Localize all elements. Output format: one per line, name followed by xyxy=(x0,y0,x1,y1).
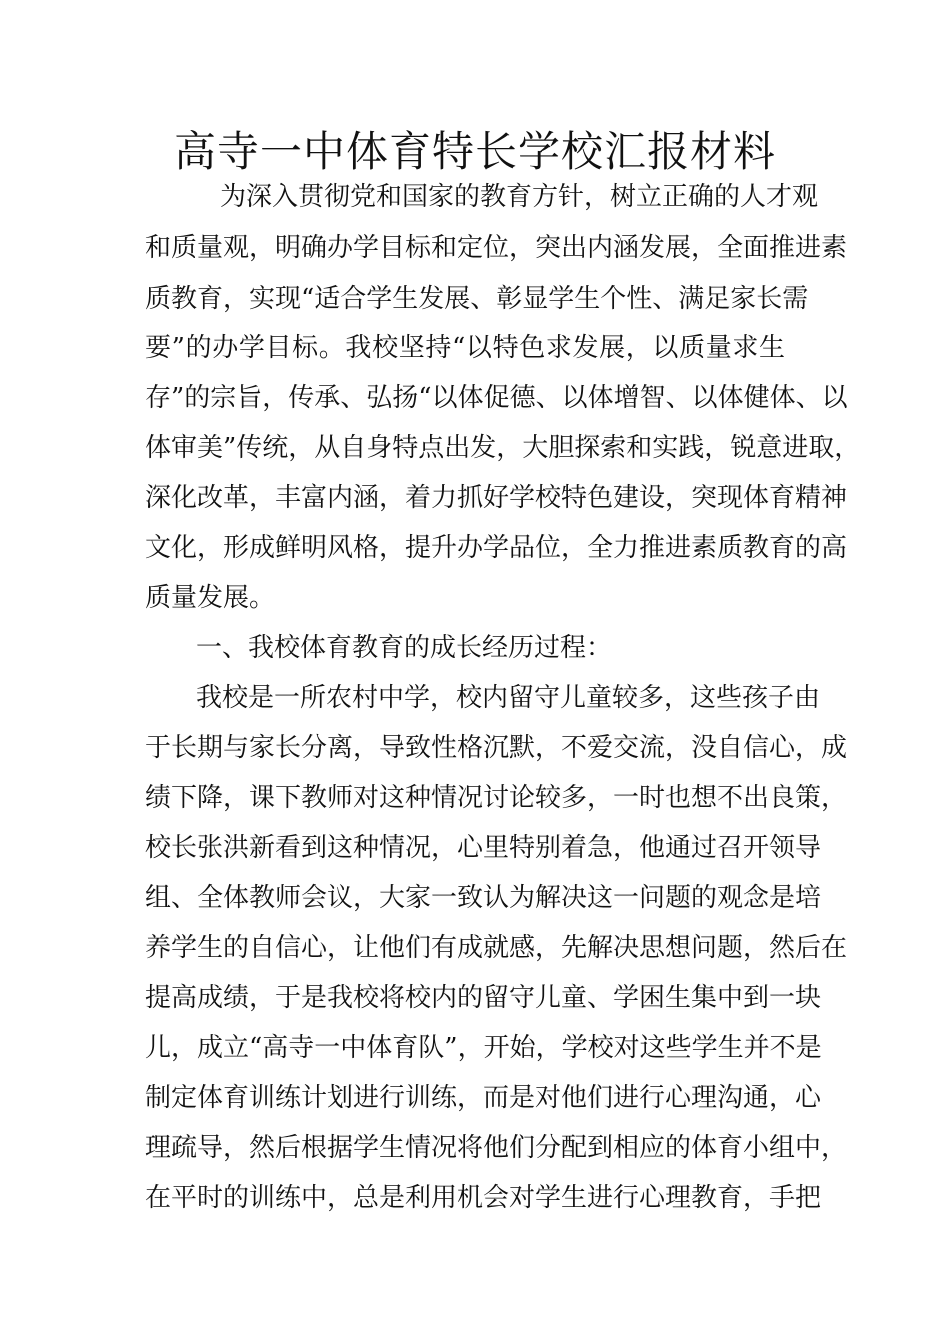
paragraph-line: 存”的宗旨，传承、弘扬“以体促德、以体增智、以体健体、以 xyxy=(145,383,848,413)
paragraph-line: 质量发展。 xyxy=(145,583,276,613)
paragraph-line: 深化改革，丰富内涵，着力抓好学校特色建设，突现体育精神 xyxy=(145,483,848,513)
paragraph-line: 为深入贯彻党和国家的教育方针，树立正确的人才观 xyxy=(220,182,819,212)
paragraph-line: 和质量观，明确办学目标和定位，突出内涵发展，全面推进素 xyxy=(145,233,848,263)
paragraph-line: 我校是一所农村中学，校内留守儿童较多，这些孩子由 xyxy=(196,683,821,713)
paragraph-line: 在平时的训练中，总是利用机会对学生进行心理教育，手把 xyxy=(145,1183,822,1213)
paragraph-line: 校长张洪新看到这种情况，心里特别着急，他通过召开领导 xyxy=(145,833,822,863)
paragraph-line: 制定体育训练计划进行训练，而是对他们进行心理沟通，心 xyxy=(145,1083,822,1113)
paragraph-line: 体审美”传统，从自身特点出发，大胆探索和实践，锐意进取， xyxy=(145,433,861,463)
paragraph-line: 文化，形成鲜明风格，提升办学品位，全力推进素质教育的高 xyxy=(145,533,848,563)
paragraph-line: 质教育，实现“适合学生发展、彰显学生个性、满足家长需 xyxy=(145,284,809,314)
paragraph-line: 理疏导，然后根据学生情况将他们分配到相应的体育小组中， xyxy=(145,1133,848,1163)
paragraph-line: 提高成绩，于是我校将校内的留守儿童、学困生集中到一块 xyxy=(145,983,822,1013)
paragraph-line: 组、全体教师会议，大家一致认为解决这一问题的观念是培 xyxy=(145,883,822,913)
section-heading: 一、我校体育教育的成长经历过程： xyxy=(196,633,613,663)
paragraph-line: 养学生的自信心，让他们有成就感，先解决思想问题，然后在 xyxy=(145,933,848,963)
paragraph-line: 于长期与家长分离，导致性格沉默，不爱交流，没自信心，成 xyxy=(145,733,848,763)
paragraph-line: 要”的办学目标。我校坚持“以特色求发展，以质量求生 xyxy=(145,333,785,363)
document-title: 高寺一中体育特长学校汇报材料 xyxy=(173,127,776,176)
paragraph-line: 绩下降，课下教师对这种情况讨论较多，一时也想不出良策， xyxy=(145,783,848,813)
paragraph-line: 儿，成立“高寺一中体育队”，开始，学校对这些学生并不是 xyxy=(145,1033,822,1063)
